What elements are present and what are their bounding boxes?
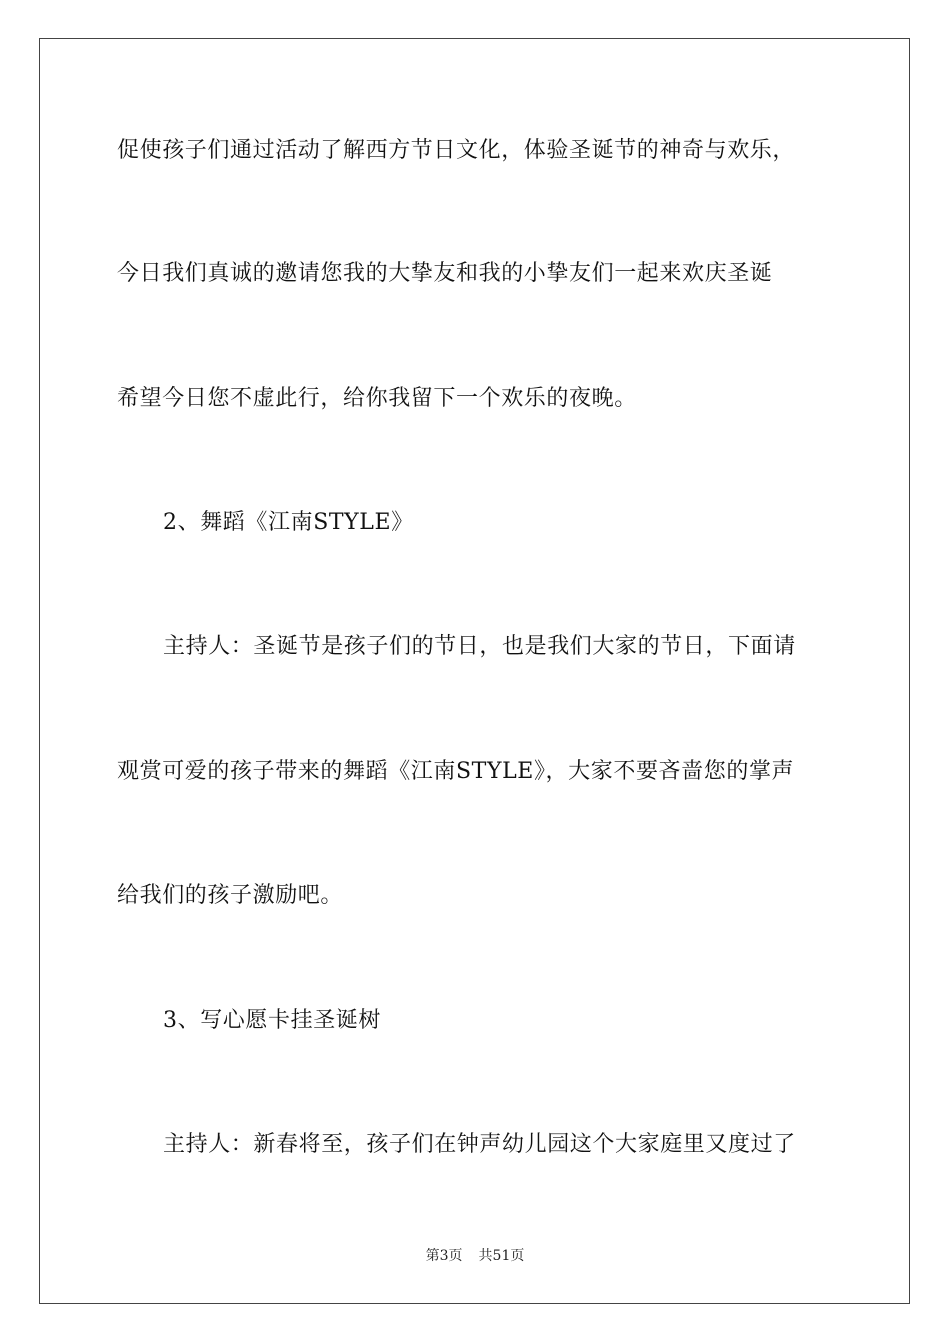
body-line-3: 希望今日您不虚此行，给你我留下一个欢乐的夜晚。 (117, 386, 637, 411)
page-total: 共51页 (478, 1248, 525, 1264)
page-frame (39, 38, 910, 1304)
section-heading-2: 2、舞蹈《江南STYLE》 (163, 510, 414, 535)
section-heading-3: 3、写心愿卡挂圣诞树 (163, 1008, 381, 1033)
body-line-5: 主持人：圣诞节是孩子们的节日，也是我们大家的节日，下面请 (163, 634, 796, 659)
body-line-7: 给我们的孩子激励吧。 (117, 883, 344, 908)
body-line-6: 观赏可爱的孩子带来的舞蹈《江南STYLE》，大家不要吝啬您的掌声 (117, 759, 795, 784)
page-footer (0, 1247, 950, 1265)
page-number: 第3页 (425, 1248, 463, 1264)
body-line-9: 主持人：新春将至，孩子们在钟声幼儿园这个大家庭里又度过了 (163, 1132, 796, 1157)
body-line-1: 促使孩子们通过活动了解西方节日文化，体验圣诞节的神奇与欢乐， (117, 138, 796, 163)
body-line-2: 今日我们真诚的邀请您我的大挚友和我的小挚友们一起来欢庆圣诞 (117, 261, 773, 286)
